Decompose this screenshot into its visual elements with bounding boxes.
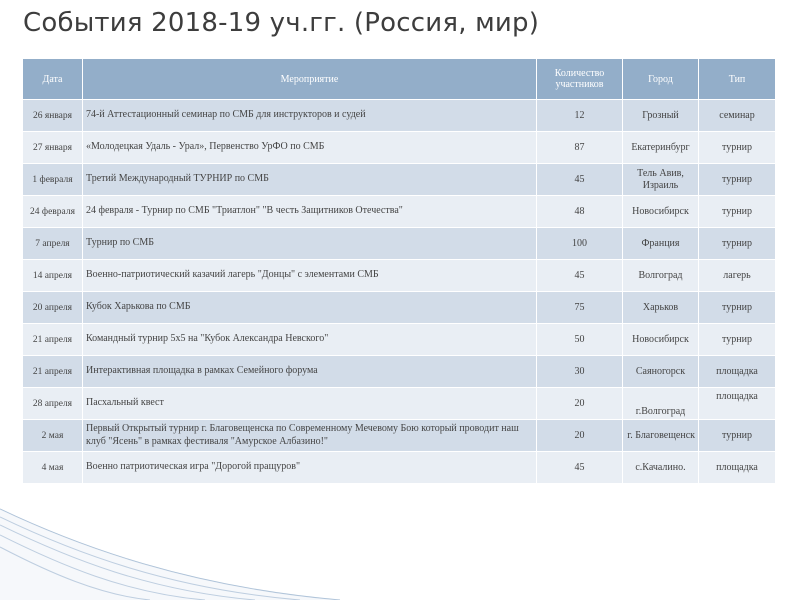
cell-date: 14 апреля — [23, 260, 83, 292]
cell-city: г. Благовещенск — [623, 420, 699, 452]
events-table — [22, 58, 776, 484]
cell-date: 4 мая — [23, 452, 83, 484]
cell-participants: 50 — [537, 324, 623, 356]
cell-city: Грозный — [623, 100, 699, 132]
table-row — [23, 292, 776, 324]
cell-participants: 87 — [537, 132, 623, 164]
cell-event: 74-й Аттестационный семинар по СМБ для инструкторов и судей — [83, 100, 537, 132]
page-title: События 2018-19 уч.гг. (Россия, мир) — [23, 8, 540, 38]
cell-participants: 48 — [537, 196, 623, 228]
cell-participants: 30 — [537, 356, 623, 388]
header-type: Тип — [699, 59, 776, 100]
cell-participants: 20 — [537, 388, 623, 420]
table-header-row — [23, 59, 776, 100]
cell-date: 21 апреля — [23, 324, 83, 356]
table-row — [23, 164, 776, 196]
cell-date: 28 апреля — [23, 388, 83, 420]
table-row — [23, 324, 776, 356]
cell-participants: 45 — [537, 164, 623, 196]
cell-event: Военно патриотическая игра "Дорогой пращуров" — [83, 452, 537, 484]
cell-participants: 75 — [537, 292, 623, 324]
table-row — [23, 196, 776, 228]
cell-participants: 45 — [537, 260, 623, 292]
header-participants: Количество участников — [537, 59, 623, 100]
cell-city: с.Качалино. — [623, 452, 699, 484]
cell-date: 26 января — [23, 100, 83, 132]
cell-type: семинар — [699, 100, 776, 132]
cell-event: Интерактивная площадка в рамках Семейного форума — [83, 356, 537, 388]
table-row — [23, 420, 776, 452]
cell-city: Волгоград — [623, 260, 699, 292]
cell-type: турнир — [699, 132, 776, 164]
cell-event: Турнир по СМБ — [83, 228, 537, 260]
cell-participants: 12 — [537, 100, 623, 132]
cell-type: площадка — [699, 388, 776, 420]
cell-date: 1 февраля — [23, 164, 83, 196]
cell-date: 20 апреля — [23, 292, 83, 324]
cell-date: 27 января — [23, 132, 83, 164]
cell-city: Новосибирск — [623, 196, 699, 228]
cell-type: турнир — [699, 324, 776, 356]
cell-city: г.Волгоград — [623, 388, 699, 420]
cell-event: 24 февраля - Турнир по СМБ "Триатлон" "В честь Защитников Отечества" — [83, 196, 537, 228]
cell-city: Франция — [623, 228, 699, 260]
header-date: Дата — [23, 59, 83, 100]
cell-city: Саяногорск — [623, 356, 699, 388]
cell-city: Харьков — [623, 292, 699, 324]
table-row — [23, 356, 776, 388]
cell-date: 7 апреля — [23, 228, 83, 260]
cell-date: 2 мая — [23, 420, 83, 452]
cell-event: Первый Открытый турнир г. Благовещенска по Современному Мечевому Бою который проводит наш клуб "Ясень" в рамках фестиваля "Амурское Албазино!" — [83, 420, 537, 452]
table-row — [23, 132, 776, 164]
table-row — [23, 228, 776, 260]
cell-event: Пасхальный квест — [83, 388, 537, 420]
cell-participants: 45 — [537, 452, 623, 484]
cell-event: Третий Международный ТУРНИР по СМБ — [83, 164, 537, 196]
header-event: Мероприятие — [83, 59, 537, 100]
cell-type: турнир — [699, 196, 776, 228]
cell-type: турнир — [699, 164, 776, 196]
cell-type: площадка — [699, 452, 776, 484]
table-row — [23, 100, 776, 132]
header-city: Город — [623, 59, 699, 100]
table-body — [23, 100, 776, 484]
cell-type: турнир — [699, 292, 776, 324]
cell-event: «Молодецкая Удаль - Урал», Первенство УрФО по СМБ — [83, 132, 537, 164]
table-row — [23, 260, 776, 292]
cell-city: Тель Авив, Израиль — [623, 164, 699, 196]
decorative-curves — [0, 505, 360, 600]
cell-participants: 100 — [537, 228, 623, 260]
cell-date: 21 апреля — [23, 356, 83, 388]
cell-event: Военно-патриотический казачий лагерь "Донцы" с элементами СМБ — [83, 260, 537, 292]
cell-date: 24 февраля — [23, 196, 83, 228]
cell-participants: 20 — [537, 420, 623, 452]
cell-event: Кубок Харькова по СМБ — [83, 292, 537, 324]
cell-type: турнир — [699, 420, 776, 452]
cell-event: Командный турнир 5х5 на "Кубок Александра Невского" — [83, 324, 537, 356]
cell-type: лагерь — [699, 260, 776, 292]
cell-city: Новосибирск — [623, 324, 699, 356]
cell-type: площадка — [699, 356, 776, 388]
cell-type: турнир — [699, 228, 776, 260]
table-row — [23, 388, 776, 420]
cell-city: Екатеринбург — [623, 132, 699, 164]
table-row — [23, 452, 776, 484]
